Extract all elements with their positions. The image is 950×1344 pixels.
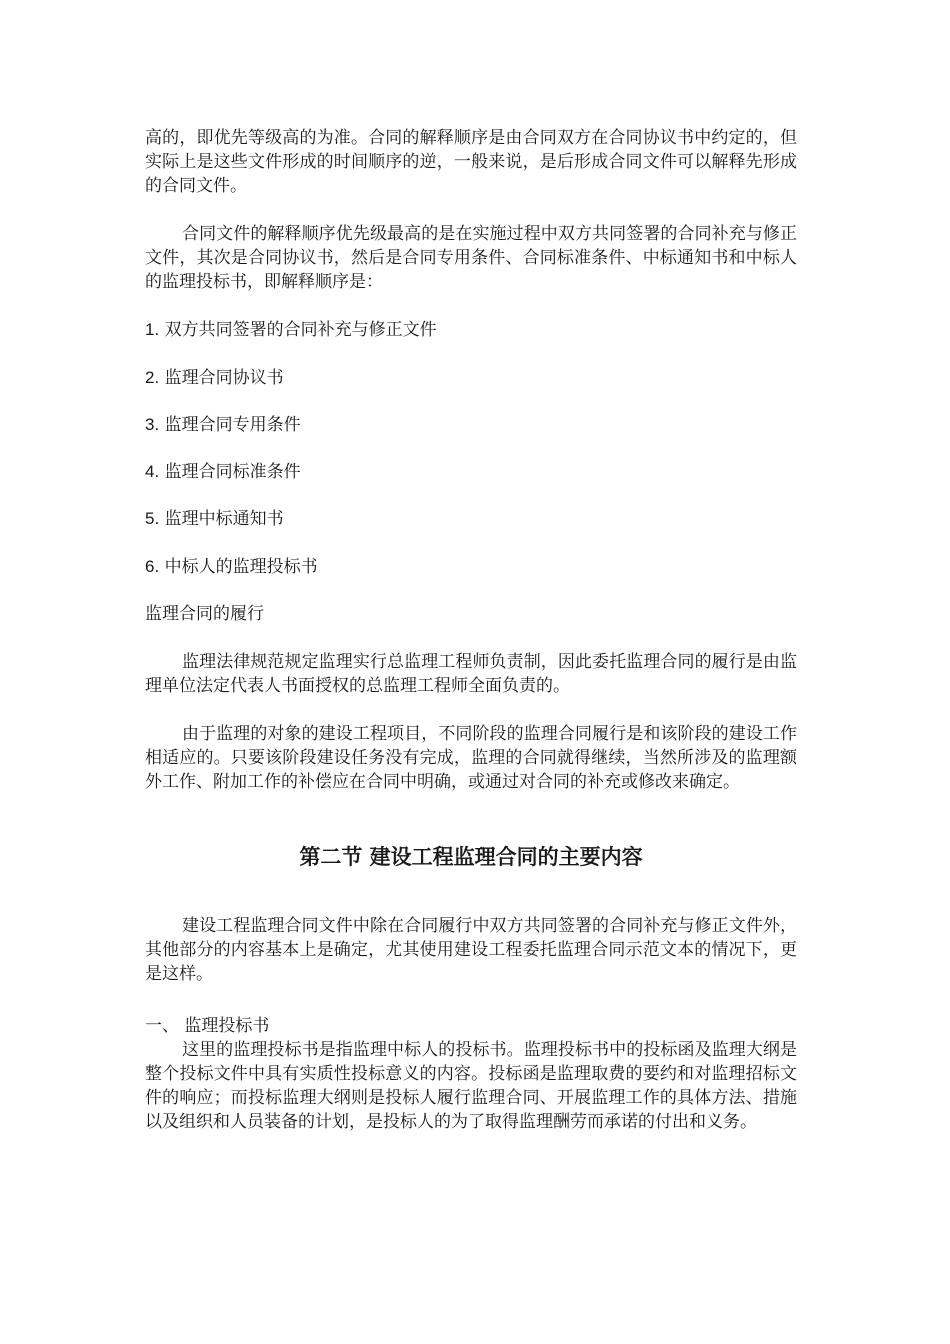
list-item-text: 双方共同签署的合同补充与修正文件 [164, 320, 437, 340]
list-item [145, 318, 437, 342]
list-item [145, 555, 318, 579]
list-item-number: 1. [145, 320, 160, 339]
list-item-number: 3. [145, 415, 160, 434]
list-item-text: 中标人的监理投标书 [164, 557, 318, 577]
subsection-heading: 一、 监理投标书 [145, 1016, 270, 1036]
paragraph-chief-engineer: 监理法律规范规定监理实行总监理工程师负责制，因此委托监理合同的履行是由监理单位法定代表人书面授权的总监理工程师全面负责的。 [145, 652, 797, 696]
list-item-number: 6. [145, 557, 160, 576]
list-item [145, 413, 301, 437]
section-heading: 第二节 建设工程监理合同的主要内容 [299, 845, 643, 869]
subheading-contract-performance: 监理合同的履行 [145, 604, 264, 624]
paragraph-priority: 合同文件的解释顺序优先级最高的是在实施过程中双方共同签署的合同补充与修正文件，其次是合同协议书，然后是合同专用条件、合同标准条件、中标通知书和中标人的监理投标书，即解释顺序是： [145, 224, 797, 292]
list-item [145, 366, 284, 390]
list-item-text: 监理合同专用条件 [164, 415, 301, 435]
list-item-number: 5. [145, 509, 160, 528]
paragraph-contract-documents: 建设工程监理合同文件中除在合同履行中双方共同签署的合同补充与修正文件外，其他部分的内容基本上是确定，尤其使用建设工程委托监理合同示范文本的情况下，更是这样。 [145, 916, 797, 984]
list-item-text: 监理合同标准条件 [164, 462, 301, 482]
paragraph-interpretation-order: 高的，即优先等级高的为准。合同的解释顺序是由合同双方在合同协议书中约定的，但实际上是这些文件形成的时间顺序的逆，一般来说，是后形成合同文件可以解释先形成的合同文件。 [145, 128, 797, 196]
paragraph-bid-document: 这里的监理投标书是指监理中标人的投标书。监理投标书中的投标函及监理大纲是整个投标文件中具有实质性投标意义的内容。投标函是监理取费的要约和对监理招标文件的响应；而投标监理大纲则是投标人履行监理合同、开展监理工作的具体方法、措施以及组织和人员装备的计划，是投标人的为了取得监理酬劳而承诺的付出和义务。 [145, 1040, 797, 1132]
list-item [145, 507, 284, 531]
paragraph-stage-performance: 由于监理的对象的建设工程项目，不同阶段的监理合同履行是和该阶段的建设工作相适应的。只要该阶段建设任务没有完成，监理的合同就得继续，当然所涉及的监理额外工作、附加工作的补偿应在合同中明确，或通过对合同的补充或修改来确定。 [145, 724, 797, 792]
list-item-text: 监理合同协议书 [164, 368, 284, 388]
list-item-number: 4. [145, 462, 160, 481]
list-item [145, 460, 301, 484]
list-item-number: 2. [145, 368, 160, 387]
list-item-text: 监理中标通知书 [164, 509, 284, 529]
